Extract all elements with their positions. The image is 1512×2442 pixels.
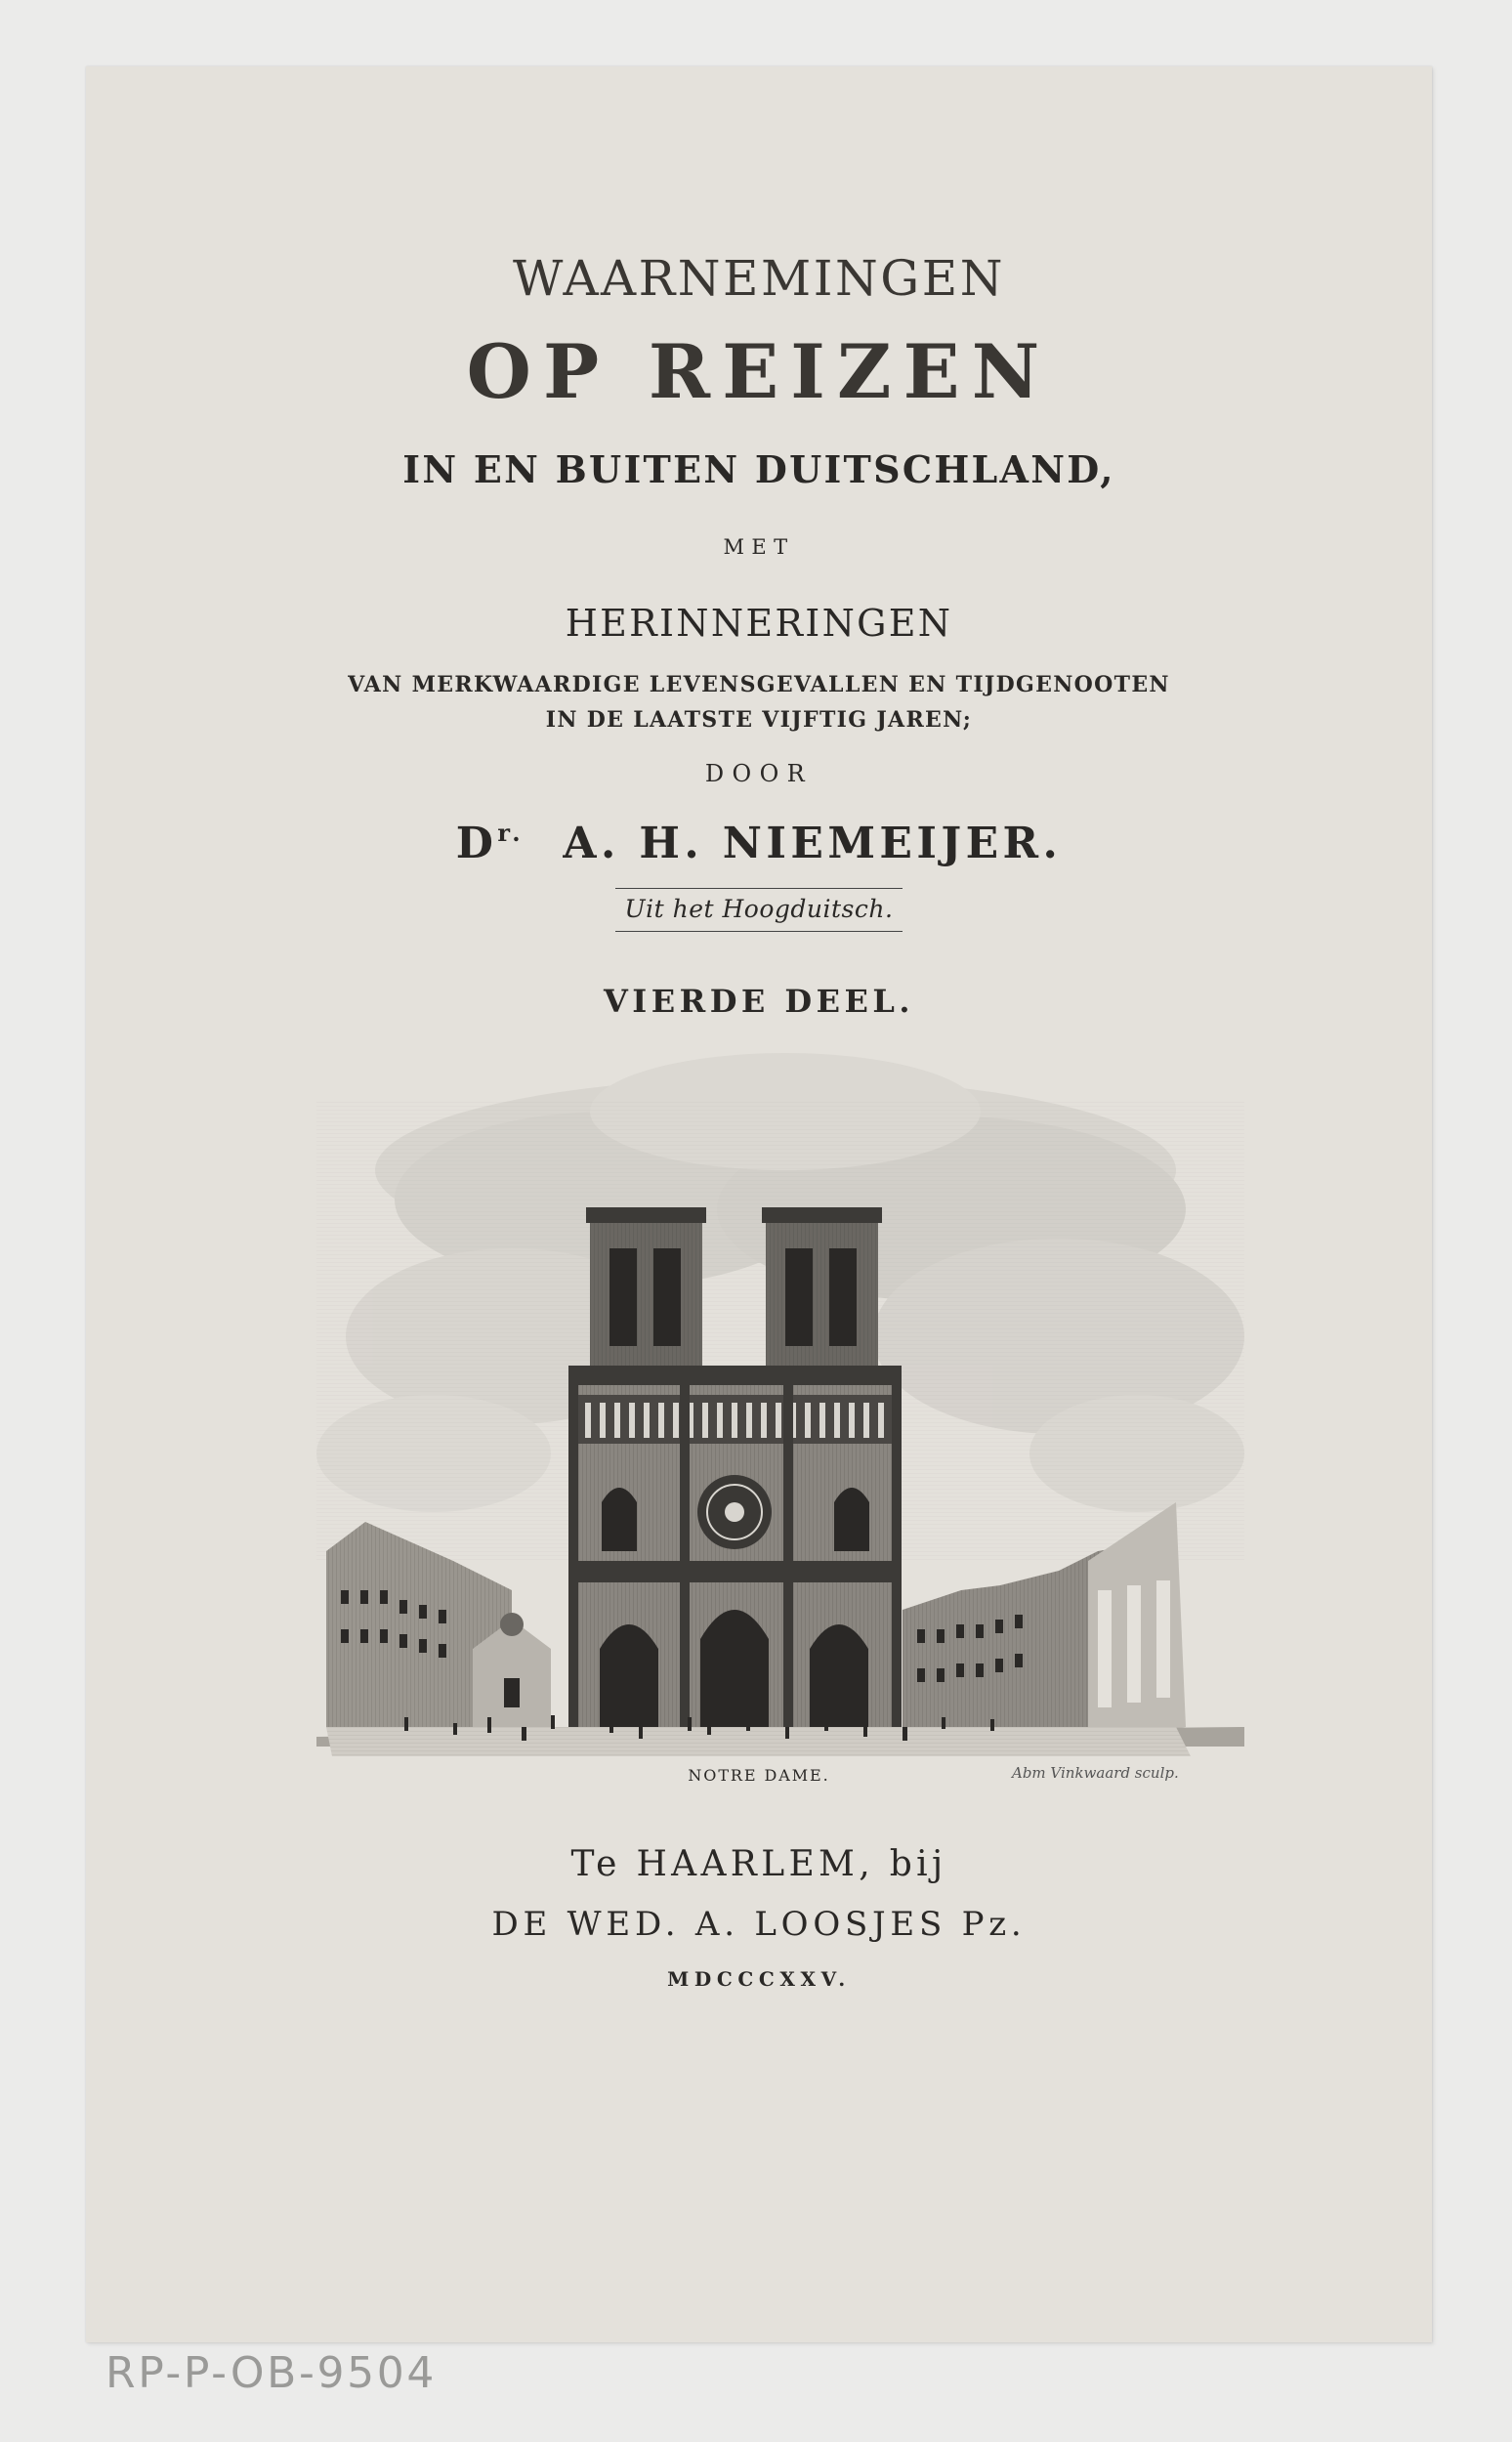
publisher-name: DE WED. A. LOOSJES Pz. [491, 1905, 1027, 1944]
volume-line: VIERDE DEEL. [604, 983, 914, 1020]
author-prefix-sup: r. [497, 819, 525, 847]
notre-dame-engraving [316, 1043, 1244, 1756]
publisher-place: Te HAARLEM, bij [570, 1844, 947, 1884]
inventory-number: RP-P-OB-9504 [105, 2348, 438, 2398]
title-line-5: HERINNERINGEN [565, 602, 953, 645]
author-prefix: D [455, 819, 498, 868]
engraver-signature: Abm Vinkwaard sculp. [1012, 1764, 1179, 1782]
author-line [86, 819, 1432, 868]
publication-year: MDCCCXXV. [667, 1967, 851, 1991]
by-line: DOOR [704, 760, 814, 787]
translation-note-line [86, 895, 1432, 923]
title-line-7: IN DE LAATSTE VIJFTIG JAREN; [545, 707, 973, 733]
author-name: A. H. NIEMEIJER. [563, 819, 1063, 868]
title-line-3: IN EN BUITEN DUITSCHLAND, [402, 447, 1115, 491]
title-page-sheet [86, 66, 1432, 2342]
translation-note: Uit het Hoogduitsch. [615, 888, 903, 932]
title-line-2: OP REIZEN [466, 328, 1052, 415]
title-line-4: MET [723, 535, 795, 559]
illustration-caption: NOTRE DAME. [688, 1766, 830, 1785]
title-line-6: VAN MERKWAARDIGE LEVENSGEVALLEN EN TIJDGENOOTEN [348, 672, 1170, 697]
title-line-1: WAARNEMINGEN [513, 250, 1005, 307]
